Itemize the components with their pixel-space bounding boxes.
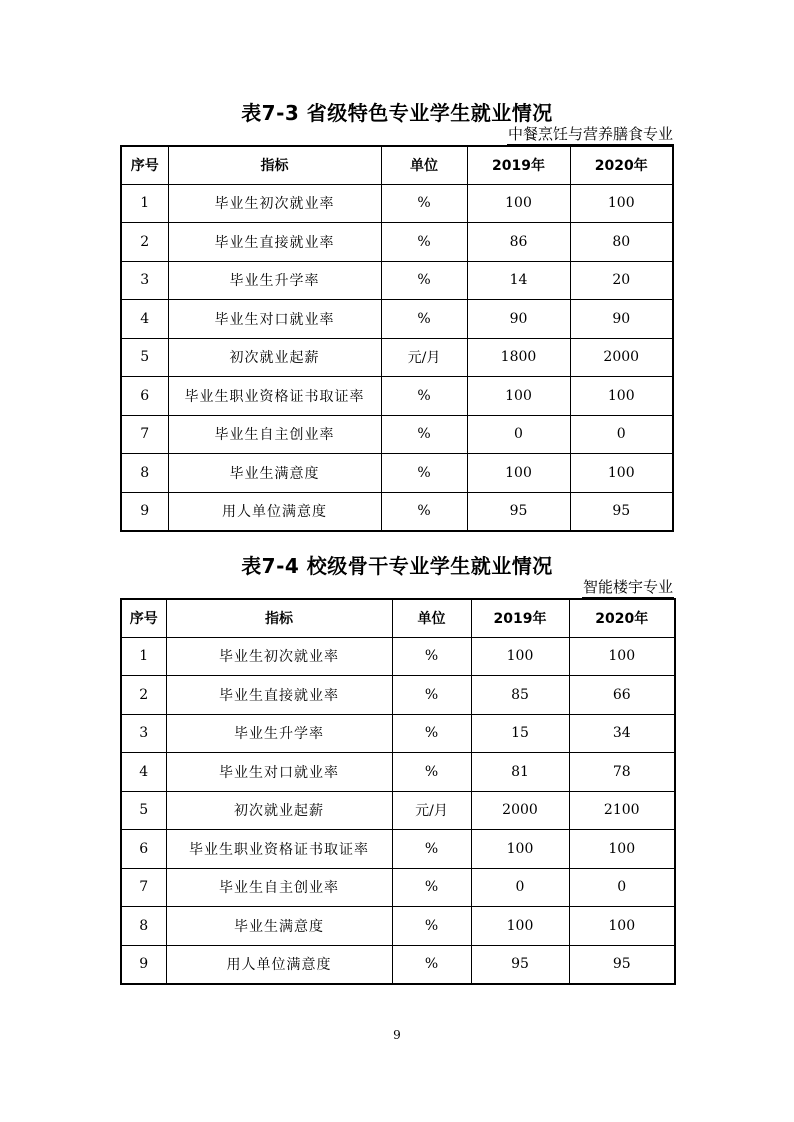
cell: 86 xyxy=(467,223,570,262)
cell: 95 xyxy=(569,945,675,984)
cell: 2100 xyxy=(569,791,675,830)
cell: 毕业生满意度 xyxy=(166,907,392,946)
header-cell: 单位 xyxy=(381,146,467,184)
cell: 毕业生初次就业率 xyxy=(166,637,392,676)
cell: 2000 xyxy=(471,791,569,830)
cell: 毕业生自主创业率 xyxy=(168,415,381,454)
cell: 毕业生职业资格证书取证率 xyxy=(168,377,381,416)
table-row xyxy=(121,791,675,830)
table-row xyxy=(121,300,673,339)
cell: 3 xyxy=(121,261,168,300)
cell: 1 xyxy=(121,637,166,676)
cell: 毕业生满意度 xyxy=(168,454,381,493)
table-row xyxy=(121,454,673,493)
cell: % xyxy=(392,753,471,792)
header-cell: 指标 xyxy=(166,599,392,637)
cell: 81 xyxy=(471,753,569,792)
cell: 毕业生直接就业率 xyxy=(166,676,392,715)
cell: % xyxy=(381,377,467,416)
cell: 元/月 xyxy=(392,791,471,830)
cell: 100 xyxy=(569,907,675,946)
cell: 2 xyxy=(121,223,168,262)
table-row xyxy=(121,945,675,984)
cell: % xyxy=(392,676,471,715)
cell: 100 xyxy=(570,184,673,223)
cell: 95 xyxy=(471,945,569,984)
table-row xyxy=(121,338,673,377)
table-row xyxy=(121,377,673,416)
cell: 0 xyxy=(570,415,673,454)
table-row xyxy=(121,676,675,715)
table-row xyxy=(121,868,675,907)
cell: 毕业生自主创业率 xyxy=(166,868,392,907)
header-cell: 2019年 xyxy=(471,599,569,637)
cell: 毕业生职业资格证书取证率 xyxy=(166,830,392,869)
header-cell: 2020年 xyxy=(570,146,673,184)
cell: 6 xyxy=(121,377,168,416)
table-header-row xyxy=(121,599,675,637)
cell: 90 xyxy=(570,300,673,339)
table-row xyxy=(121,492,673,531)
header-cell: 2019年 xyxy=(467,146,570,184)
table-row xyxy=(121,415,673,454)
cell: 34 xyxy=(569,714,675,753)
cell: 7 xyxy=(121,868,166,907)
cell: 初次就业起薪 xyxy=(166,791,392,830)
cell: 0 xyxy=(569,868,675,907)
cell: 2000 xyxy=(570,338,673,377)
cell: 100 xyxy=(471,637,569,676)
table-row xyxy=(121,637,675,676)
table-header-row xyxy=(121,146,673,184)
cell: % xyxy=(392,907,471,946)
table-title: 表7-4 校级骨干专业学生就业情况 xyxy=(241,554,553,578)
cell: 1800 xyxy=(467,338,570,377)
cell: 2 xyxy=(121,676,166,715)
cell: 14 xyxy=(467,261,570,300)
cell: 100 xyxy=(467,454,570,493)
table-row xyxy=(121,184,673,223)
cell: 3 xyxy=(121,714,166,753)
cell: 9 xyxy=(121,492,168,531)
cell: 4 xyxy=(121,300,168,339)
cell: 100 xyxy=(471,907,569,946)
cell: % xyxy=(381,300,467,339)
cell: 100 xyxy=(569,830,675,869)
cell: 8 xyxy=(121,907,166,946)
cell: % xyxy=(381,261,467,300)
table-row xyxy=(121,830,675,869)
cell: 毕业生对口就业率 xyxy=(166,753,392,792)
data-table xyxy=(120,145,674,532)
table-subtitle: 中餐烹饪与营养膳食专业 xyxy=(507,125,673,143)
cell: 用人单位满意度 xyxy=(166,945,392,984)
data-table xyxy=(120,598,676,985)
cell: % xyxy=(392,945,471,984)
cell: 毕业生升学率 xyxy=(168,261,381,300)
cell: 100 xyxy=(467,184,570,223)
cell: 0 xyxy=(467,415,570,454)
cell: 15 xyxy=(471,714,569,753)
table-title: 表7-3 省级特色专业学生就业情况 xyxy=(241,101,553,125)
cell: 100 xyxy=(467,377,570,416)
cell: 毕业生对口就业率 xyxy=(168,300,381,339)
cell: 毕业生升学率 xyxy=(166,714,392,753)
table-row xyxy=(121,753,675,792)
cell: % xyxy=(392,868,471,907)
cell: 8 xyxy=(121,454,168,493)
cell: 6 xyxy=(121,830,166,869)
cell: 5 xyxy=(121,791,166,830)
cell: 100 xyxy=(570,377,673,416)
cell: % xyxy=(392,830,471,869)
cell: 85 xyxy=(471,676,569,715)
cell: 初次就业起薪 xyxy=(168,338,381,377)
cell: 80 xyxy=(570,223,673,262)
header-cell: 指标 xyxy=(168,146,381,184)
cell: 1 xyxy=(121,184,168,223)
header-cell: 序号 xyxy=(121,146,168,184)
cell: 9 xyxy=(121,945,166,984)
cell: % xyxy=(381,492,467,531)
table-row xyxy=(121,261,673,300)
cell: 毕业生初次就业率 xyxy=(168,184,381,223)
table-row xyxy=(121,223,673,262)
cell: 100 xyxy=(471,830,569,869)
table-subtitle: 智能楼宇专业 xyxy=(582,578,673,596)
cell: 7 xyxy=(121,415,168,454)
cell: 95 xyxy=(570,492,673,531)
cell: % xyxy=(392,714,471,753)
cell: 100 xyxy=(569,637,675,676)
cell: 4 xyxy=(121,753,166,792)
cell: 66 xyxy=(569,676,675,715)
cell: % xyxy=(381,454,467,493)
cell: % xyxy=(381,415,467,454)
header-cell: 序号 xyxy=(121,599,166,637)
cell: 90 xyxy=(467,300,570,339)
page-number: 9 xyxy=(393,1028,401,1042)
cell: % xyxy=(392,637,471,676)
cell: 毕业生直接就业率 xyxy=(168,223,381,262)
cell: 元/月 xyxy=(381,338,467,377)
header-cell: 单位 xyxy=(392,599,471,637)
cell: % xyxy=(381,223,467,262)
cell: 20 xyxy=(570,261,673,300)
cell: 78 xyxy=(569,753,675,792)
header-cell: 2020年 xyxy=(569,599,675,637)
table-row xyxy=(121,907,675,946)
cell: % xyxy=(381,184,467,223)
cell: 5 xyxy=(121,338,168,377)
cell: 95 xyxy=(467,492,570,531)
cell: 0 xyxy=(471,868,569,907)
cell: 用人单位满意度 xyxy=(168,492,381,531)
cell: 100 xyxy=(570,454,673,493)
table-row xyxy=(121,714,675,753)
